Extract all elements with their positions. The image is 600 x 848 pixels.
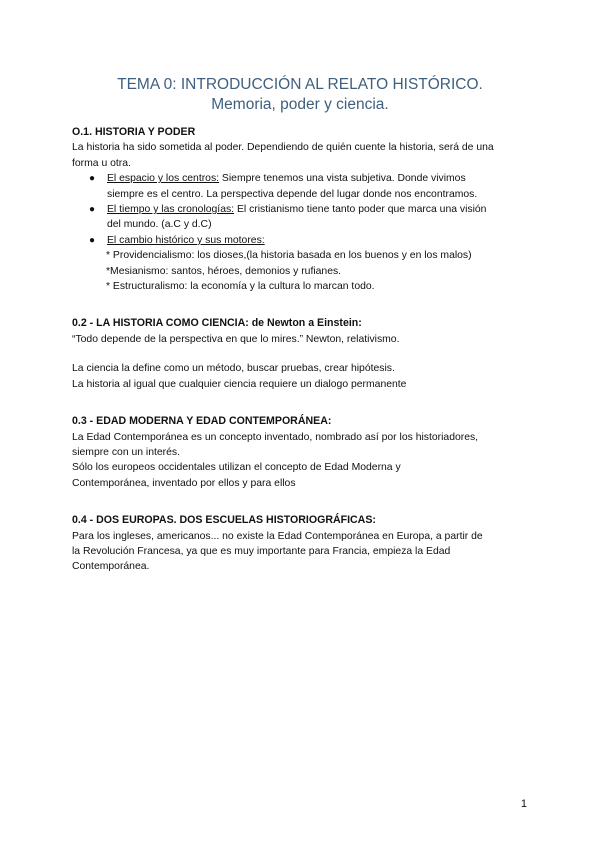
list-item xyxy=(89,233,532,248)
spacer xyxy=(72,491,532,513)
bullet-label: El cambio histórico y sus motores: xyxy=(107,234,265,246)
paragraph-line: la Revolución Francesa, ya que es muy importante para Francia, empieza la Edad xyxy=(72,545,451,557)
paragraph-line: La historia ha sido sometida al poder. Dependiendo de quién cuente la historia, será de una xyxy=(72,142,494,154)
sub-item: * Providencialismo: los dioses,(la historia basada en los buenos y en los malos) xyxy=(106,250,472,262)
title-line-1: TEMA 0: INTRODUCCIÓN AL RELATO HISTÓRICO. xyxy=(117,76,483,93)
document-body xyxy=(72,125,532,575)
bullet-icon: ● xyxy=(89,173,96,185)
list-item xyxy=(89,202,532,233)
bullet-label: El tiempo y las cronologías: xyxy=(107,204,235,216)
spacer xyxy=(72,347,532,361)
bullet-text-continued: del mundo. (a.C y d.C) xyxy=(107,219,212,231)
section-historia-como-ciencia xyxy=(72,316,532,392)
paragraph-line: Para los ingleses, americanos... no existe la Edad Contemporánea en Europa, a partir de xyxy=(72,530,483,542)
bullet-list xyxy=(72,171,532,248)
paragraph-line: siempre con un interés. xyxy=(72,446,181,458)
bullet-icon: ● xyxy=(89,234,96,246)
paragraph-line: forma u otra. xyxy=(72,157,131,169)
section-edad-moderna-contemporanea xyxy=(72,414,532,491)
list-item xyxy=(89,171,532,202)
bullet-text-continued: siempre es el centro. La perspectiva depende del lugar donde nos encontramos. xyxy=(107,188,478,200)
bullet-icon: ● xyxy=(89,204,96,216)
sub-item: *Mesianismo: santos, héroes, demonios y rufianes. xyxy=(106,265,342,277)
bullet-label: El espacio y los centros: xyxy=(107,173,220,185)
title-line-2: Memoria, poder y ciencia. xyxy=(211,96,389,113)
section-heading: 0.2 - LA HISTORIA COMO CIENCIA: de Newton a Einstein: xyxy=(72,317,362,330)
paragraph-line: La Edad Contemporánea es un concepto inventado, nombrado así por los historiadores, xyxy=(72,431,479,443)
section-heading: 0.4 - DOS EUROPAS. DOS ESCUELAS HISTORIOGRÁFICAS: xyxy=(72,514,376,527)
section-historia-y-poder xyxy=(72,125,532,294)
section-heading: O.1. HISTORIA Y PODER xyxy=(72,126,196,138)
sub-item: * Estructuralismo: la economía y la cultura lo marcan todo. xyxy=(106,281,375,293)
spacer xyxy=(72,392,532,414)
document-title xyxy=(0,75,600,115)
paragraph-line: La ciencia la define como un método, buscar pruebas, crear hipótesis. xyxy=(72,363,395,375)
paragraph-line: “Todo depende de la perspectiva en que lo mires.” Newton, relativismo. xyxy=(72,333,400,345)
paragraph-line: Sólo los europeos occidentales utilizan el concepto de Edad Moderna y xyxy=(72,462,401,474)
paragraph-line: Contemporánea, inventado por ellos y para ellos xyxy=(72,477,296,489)
paragraph-line: La historia al igual que cualquier ciencia requiere un dialogo permanente xyxy=(72,378,407,390)
paragraph-line: Contemporánea. xyxy=(72,561,150,573)
bullet-text: Siempre tenemos una vista subjetiva. Donde vivimos xyxy=(219,173,466,185)
section-dos-europas xyxy=(72,513,532,575)
section-heading: 0.3 - EDAD MODERNA Y EDAD CONTEMPORÁNEA: xyxy=(72,415,332,428)
sub-item-list xyxy=(72,248,532,294)
spacer xyxy=(72,294,532,316)
bullet-text: El cristianismo tiene tanto poder que marca una visión xyxy=(234,204,487,216)
page-number: 1 xyxy=(520,798,527,810)
